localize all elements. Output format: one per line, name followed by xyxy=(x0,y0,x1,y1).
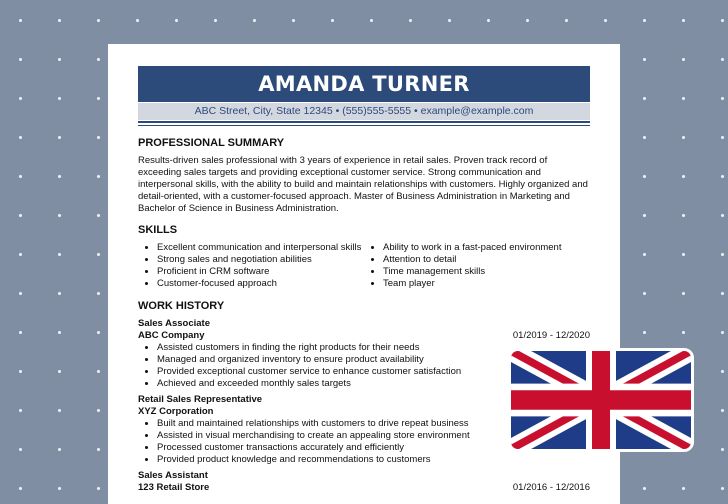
skills-column-left xyxy=(138,242,364,290)
job-company: ABC Company xyxy=(138,330,205,341)
skill-item: • Attention to detail xyxy=(383,254,590,266)
skills-list xyxy=(138,242,590,290)
job-bullet: • Assisted in visual merchandising to create an appealing store environment xyxy=(157,430,590,442)
skills-column-right xyxy=(364,242,590,290)
work-heading: WORK HISTORY xyxy=(138,300,225,312)
job-bullet: • Provided exceptional customer service to enhance customer satisfaction xyxy=(157,366,590,378)
job-dates: 01/2019 - 12/2020 xyxy=(512,330,590,341)
job-bullet: • Processed customer transactions accurately and efficiently xyxy=(157,442,590,454)
job-bullet: • Achieved and exceeded monthly sales targets xyxy=(157,378,590,390)
job-company: XYZ Corporation xyxy=(138,406,214,417)
resume-name: AMANDA TURNER xyxy=(138,66,590,102)
skill-item: • Time management skills xyxy=(383,266,590,278)
job-bullet: • Managed and organized inventory to ensure product availability xyxy=(157,354,590,366)
summary-heading: PROFESSIONAL SUMMARY xyxy=(138,137,285,149)
skill-item: • Strong sales and negotiation abilities xyxy=(157,254,364,266)
union-jack-graphic xyxy=(511,351,691,449)
divider xyxy=(138,121,590,123)
skills-heading: SKILLS xyxy=(138,224,178,236)
skill-item: • Ability to work in a fast-paced environment xyxy=(383,242,590,254)
job-bullet: • Assisted customers in finding the right products for their needs xyxy=(157,342,590,354)
skill-item: • Customer-focused approach xyxy=(157,278,364,290)
job-title: Sales Assistant xyxy=(138,470,208,481)
skill-item: • Team player xyxy=(383,278,590,290)
uk-flag-icon xyxy=(508,348,694,452)
divider xyxy=(138,125,590,126)
job-company: 123 Retail Store xyxy=(138,482,210,493)
job-title: Retail Sales Representative xyxy=(138,394,263,405)
summary-text: Results-driven sales professional with 3 years of experience in retail sales. Proven track record of exceeding sales targets and providing exceptional customer service. Strong communication and interpersonal skills, with the ability to build and maintain relationships with customers. Highly organized and detail-oriented, with a customer-focused approach. Master of Business Administration in Marketing and Bachelor of Science in Business Administration. xyxy=(138,155,588,214)
job-title: Sales Associate xyxy=(138,318,210,329)
contact-line: ABC Street, City, State 12345 • (555)555-5555 • example@example.com xyxy=(138,103,590,120)
job-bullet: • Provided product knowledge and recommendations to customers xyxy=(157,454,590,466)
job-entry xyxy=(138,470,590,494)
skill-item: • Proficient in CRM software xyxy=(157,266,364,278)
job-dates: 01/2016 - 12/2016 xyxy=(512,482,590,493)
job-bullet: • Built and maintained relationships with customers to drive repeat business xyxy=(157,418,590,430)
skill-item: • Excellent communication and interpersonal skills xyxy=(157,242,364,254)
